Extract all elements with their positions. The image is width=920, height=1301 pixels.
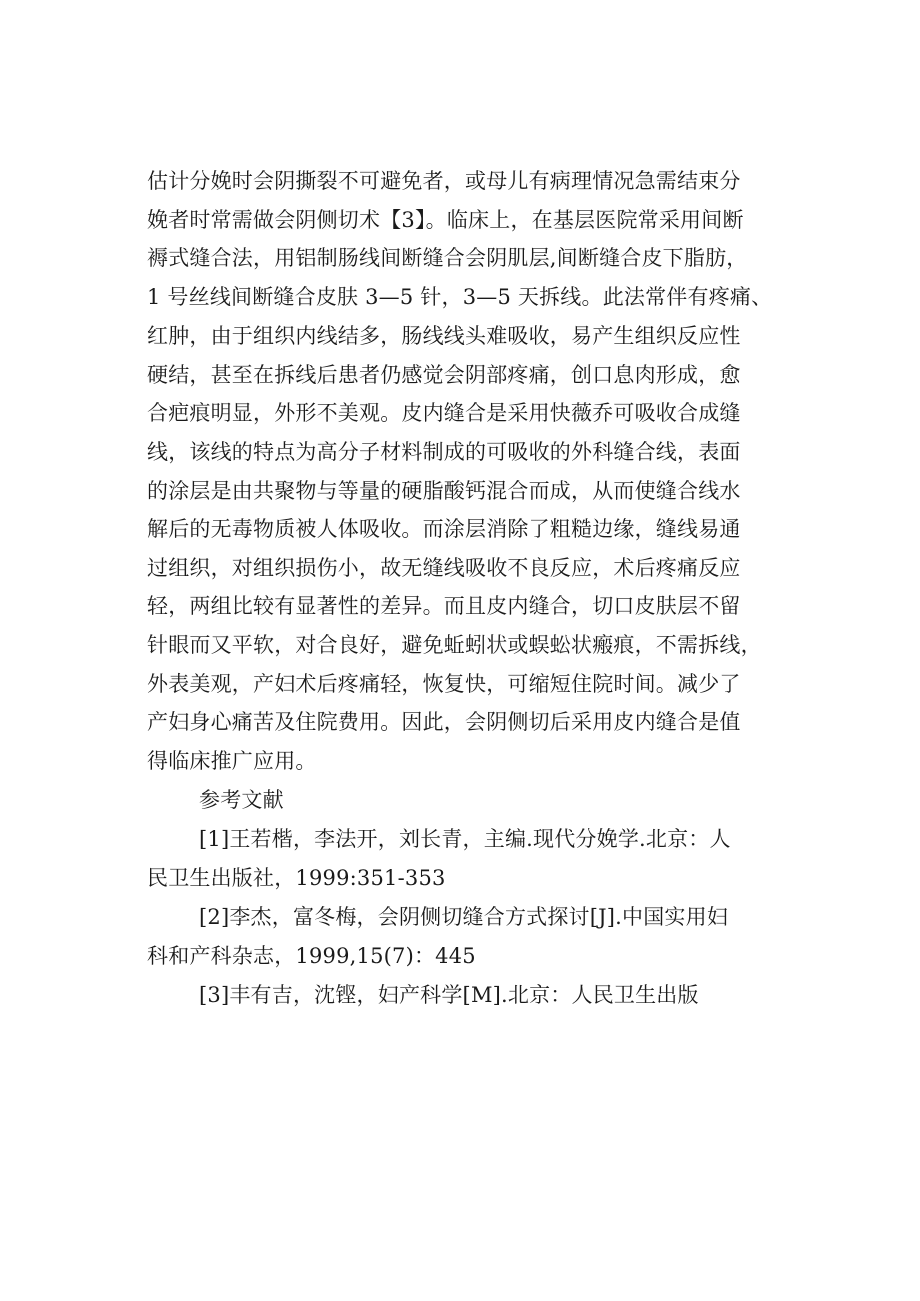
body-text-line: 线，该线的特点为高分子材料制成的可吸收的外科缝合线，表面 [147, 440, 741, 464]
body-text-line: 产妇身心痛苦及住院费用。因此，会阴侧切后采用皮内缝合是值 [147, 710, 741, 734]
body-text-line: 针眼而又平软，对合良好，避免蚯蚓状或蜈蚣状瘢痕，不需拆线， [147, 633, 762, 657]
body-text-line: 估计分娩时会阴撕裂不可避免者，或母儿有病理情况急需结束分 [147, 169, 741, 193]
body-text-line: 得临床推广应用。 [147, 749, 317, 773]
body-text-line: 轻，两组比较有显著性的差异。而且皮内缝合，切口皮肤层不留 [147, 594, 741, 618]
body-text-line: 解后的无毒物质被人体吸收。而涂层消除了粗糙边缘，缝线易通 [147, 517, 741, 541]
body-text-line: 红肿，由于组织内线结多，肠线线头难吸收，易产生组织反应性 [147, 324, 741, 348]
body-text-line: 褥式缝合法，用铝制肠线间断缝合会阴肌层,间断缝合皮下脂肪， [147, 246, 748, 270]
body-text-line: 的涂层是由共聚物与等量的硬脂酸钙混合而成，从而使缝合线水 [147, 479, 741, 503]
body-text-line: 外表美观，产妇术后疼痛轻，恢复快，可缩短住院时间。减少了 [147, 672, 741, 696]
body-text-line: 硬结，甚至在拆线后患者仍感觉会阴部疼痛，创口息肉形成，愈 [147, 363, 741, 387]
reference-item-3-line-1: [3]丰有吉，沈铿，妇产科学[M].北京：人民卫生出版 [199, 983, 699, 1007]
body-text-line: 娩者时常需做会阴侧切术【3】。临床上，在基层医院常采用间断 [147, 208, 744, 232]
body-text-line: 过组织，对组织损伤小，故无缝线吸收不良反应，术后疼痛反应 [147, 556, 741, 580]
reference-item-2-line-2: 科和产科杂志，1999,15(7)：445 [147, 944, 476, 968]
body-text-line: 1 号丝线间断缝合皮肤 3—5 针，3—5 天拆线。此法常伴有疼痛、 [147, 285, 773, 309]
reference-item-1-line-2: 民卫生出版社，1999:351-353 [147, 866, 446, 890]
body-text-line: 合疤痕明显，外形不美观。皮内缝合是采用快薇乔可吸收合成缝 [147, 401, 741, 425]
reference-item-1-line-1: [1]王若楷，李法开，刘长青，主编.现代分娩学.北京：人 [199, 827, 731, 851]
reference-item-2-line-1: [2]李杰，富冬梅，会阴侧切缝合方式探讨[J].中国实用妇 [199, 905, 729, 929]
references-heading: 参考文献 [199, 788, 284, 812]
